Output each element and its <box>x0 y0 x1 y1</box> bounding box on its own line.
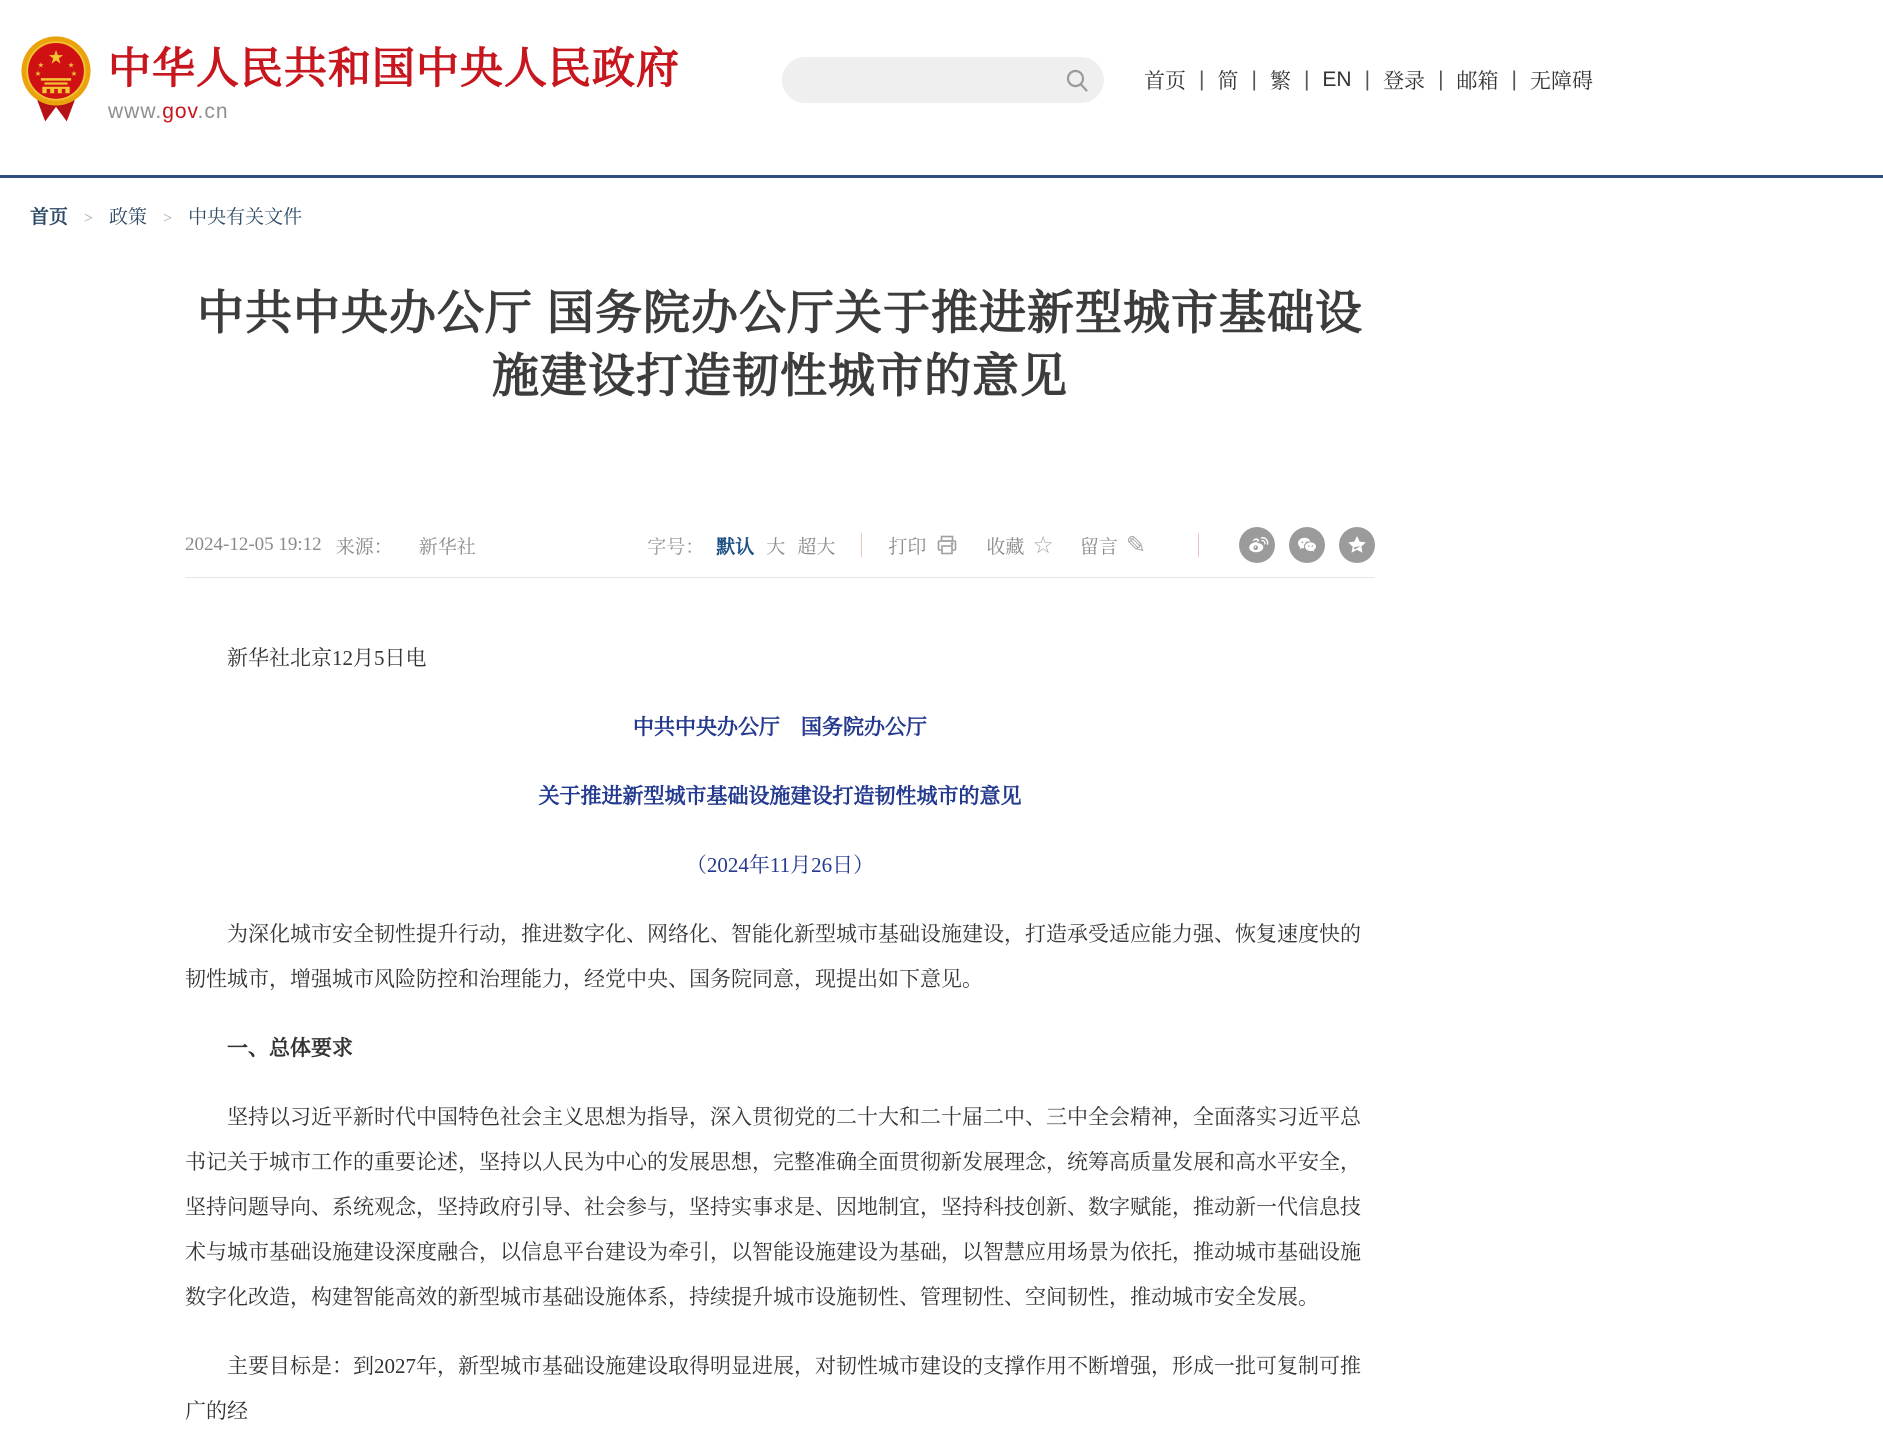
paragraph: 新华社北京12月5日电 <box>227 646 427 670</box>
national-emblem-icon <box>20 34 92 128</box>
paragraph: 一、总体要求 <box>227 1036 353 1060</box>
svg-text:★: ★ <box>70 68 78 78</box>
svg-text:★: ★ <box>47 46 65 68</box>
breadcrumb-separator: > <box>84 210 94 227</box>
site-title: 中华人民共和国中央人民政府 <box>108 45 680 93</box>
paragraph: 坚持以习近平新时代中国特色社会主义思想为指导，深入贯彻党的二十大和二十届二中、三中全会精神，全面落实习近平总书记关于城市工作的重要论述，坚持以人民为中心的发展思想，完整准确全面贯彻新发展理念，统筹高质量发展和高水平安全，坚持问题导向、系统观念，坚持政府引导、社会参与，坚持实事求是、因地制宜，坚持科技创新、数字赋能，推动新一代信息技术与城市基础设施建设深度融合，以信息平台建设为牵引，以智能设施建设为基础，以智慧应用场景为依托，推动城市基础设施数字化改造，构建智能高效的新型城市基础设施体系，持续提升城市设施韧性、管理韧性、空间韧性，推动城市安全发展。 <box>185 1105 1361 1309</box>
brand-text <box>108 34 680 124</box>
meta-separator-line <box>185 577 1375 578</box>
search-icon[interactable] <box>1064 67 1090 93</box>
search-input[interactable] <box>802 63 1052 97</box>
publish-date: 2024-12-05 19:12 <box>185 534 322 555</box>
nav-divider: | <box>1438 68 1444 91</box>
breadcrumb-item-1[interactable]: 首页 <box>30 207 69 228</box>
nav-item-5[interactable]: 登录 <box>1383 70 1426 93</box>
article-body <box>185 636 1375 1434</box>
pencil-icon: ✎ <box>1125 531 1146 559</box>
breadcrumb-separator: > <box>163 210 173 227</box>
nav-divider: | <box>1199 68 1205 91</box>
share-weibo-icon[interactable] <box>1239 527 1275 563</box>
nav-item-2[interactable]: 简 <box>1217 70 1239 93</box>
print-button[interactable] <box>888 532 960 559</box>
fontsize-large-button[interactable]: 大 <box>766 536 786 558</box>
paragraph: 主要目标是：到2027年，新型城市基础设施建设取得明显进展，对韧性城市建设的支撑作用不断增强，形成一批可复制可推广的经 <box>185 1354 1361 1423</box>
site-url-suffix: .cn <box>197 100 229 123</box>
breadcrumb-item-3[interactable]: 中央有关文件 <box>188 207 303 228</box>
svg-text:★: ★ <box>67 60 75 70</box>
header-right <box>782 57 1593 103</box>
favorite-label: 收藏 <box>986 536 1025 558</box>
nav-item-3[interactable]: 繁 <box>1269 70 1291 93</box>
paragraph: 为深化城市安全韧性提升行动，推进数字化、网络化、智能化新型城市基础设施建设，打造承受适应能力强、恢复速度快的韧性城市，增强城市风险防控和治理能力，经党中央、国务院同意，现提出如下意见。 <box>185 922 1361 991</box>
breadcrumb-item-2[interactable]: 政策 <box>109 207 148 228</box>
brand[interactable] <box>20 34 680 128</box>
paragraph: （2024年11月26日） <box>685 853 875 877</box>
site-url-domain: gov <box>162 100 198 123</box>
meta-right <box>647 527 1375 563</box>
comment-label: 留言 <box>1079 536 1118 558</box>
paragraph: 关于推进新型城市基础设施建设打造韧性城市的意见 <box>538 784 1022 808</box>
fontsize-default-button[interactable]: 默认 <box>716 536 755 558</box>
svg-text:★: ★ <box>37 60 45 70</box>
fontsize-label: 字号： <box>647 536 705 558</box>
meta-left <box>185 532 476 559</box>
top-nav <box>1144 65 1593 95</box>
nav-item-7[interactable]: 无障碍 <box>1530 70 1593 93</box>
fontsize-xlarge-button[interactable]: 超大 <box>797 536 836 558</box>
source-value: 新华社 <box>418 536 476 558</box>
nav-item-1[interactable]: 首页 <box>1144 70 1186 93</box>
search-box <box>782 57 1104 103</box>
nav-item-6[interactable]: 邮箱 <box>1456 70 1499 93</box>
paragraph: 中共中央办公厅 国务院办公厅 <box>633 715 927 739</box>
nav-divider: | <box>1303 68 1310 91</box>
nav-item-4[interactable]: EN <box>1322 68 1352 91</box>
svg-text:★: ★ <box>34 68 42 78</box>
site-url <box>108 100 680 124</box>
source-label: 来源： <box>335 536 393 558</box>
article <box>185 281 1375 1434</box>
breadcrumb <box>0 178 1883 229</box>
print-label: 打印 <box>888 536 927 558</box>
site-url-prefix: www. <box>108 100 163 123</box>
share-qzone-icon[interactable] <box>1339 527 1375 563</box>
meta-row <box>185 527 1375 563</box>
share-wechat-icon[interactable] <box>1289 527 1325 563</box>
nav-divider: | <box>1364 68 1371 91</box>
nav-divider: | <box>1251 68 1257 91</box>
favorite-button[interactable] <box>986 532 1054 559</box>
meta-divider <box>1198 533 1199 557</box>
meta-divider <box>861 533 862 557</box>
nav-divider: | <box>1511 68 1517 91</box>
page-title: 中共中央办公厅 国务院办公厅关于推进新型城市基础设施建设打造韧性城市的意见 <box>196 286 1364 402</box>
site-header <box>0 0 1883 178</box>
star-icon: ☆ <box>1032 531 1054 559</box>
comment-button[interactable] <box>1080 532 1146 559</box>
printer-icon <box>934 533 960 557</box>
